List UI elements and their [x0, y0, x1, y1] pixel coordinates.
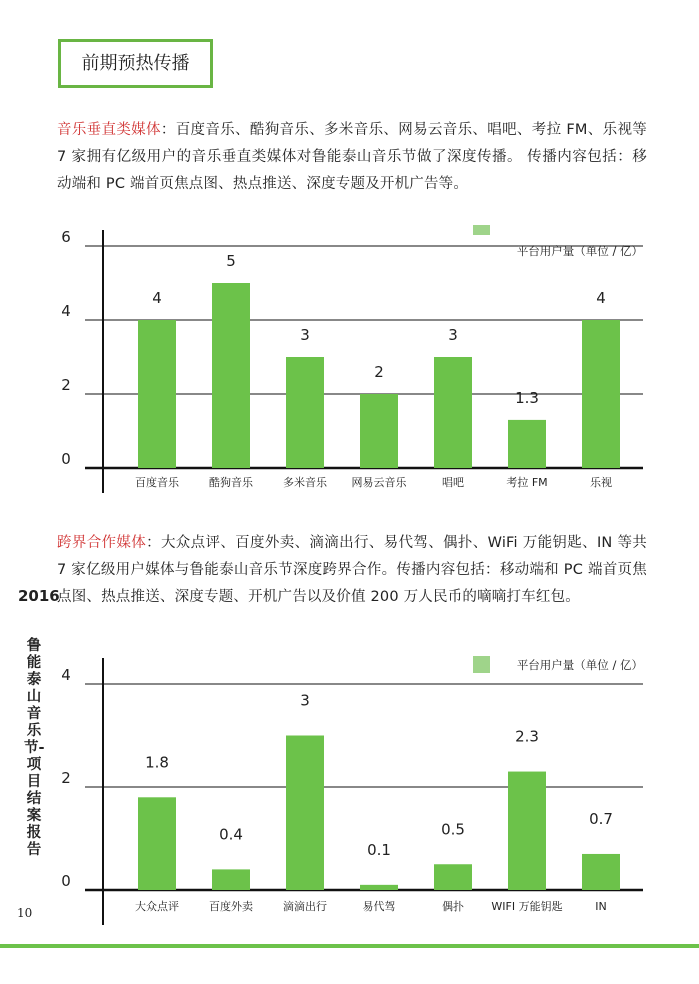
category-label: 偶扑: [442, 900, 464, 913]
bar: [360, 394, 398, 468]
data-label: 0.5: [441, 820, 465, 839]
y-tick-label: 6: [61, 228, 71, 246]
y-tick-label: 0: [61, 872, 71, 890]
bar: [138, 320, 176, 468]
bar: [360, 885, 398, 890]
category-label: 唱吧: [442, 476, 464, 489]
bar: [286, 736, 324, 891]
y-tick-label: 2: [61, 769, 71, 787]
bar: [582, 854, 620, 890]
music-media-paragraph: [57, 117, 647, 198]
category-label: 多米音乐: [283, 476, 327, 489]
crossover-media-heading: 跨界合作媒体: [57, 535, 147, 551]
bar: [508, 420, 546, 468]
crossover-media-text: ：大众点评、百度外卖、滴滴出行、易代驾、偶扑、WiFi 万能钥匙、IN 等共 7 家亿级用户媒体与鲁能泰山音乐节深度跨界合作。传播内容包括：移动端和 PC 端首页焦点图、热点推送、深度专题、开机广告以及价值 200 万人民币的嘀嘀打车红包。: [57, 535, 647, 605]
category-label: 易代驾: [362, 900, 396, 913]
side-year: 2016: [18, 587, 60, 605]
category-label: 滴滴出行: [283, 900, 327, 913]
data-label: 4: [152, 289, 162, 307]
side-report-title: 鲁能泰山音乐节-项目结案报告: [24, 638, 45, 858]
legend-swatch: [473, 656, 490, 673]
category-label: 考拉 FM: [506, 476, 548, 489]
crossover-media-paragraph: [57, 530, 647, 611]
data-label: 0.4: [219, 825, 243, 844]
footer-bar: [0, 944, 699, 948]
data-label: 3: [448, 326, 458, 344]
data-label: 4: [596, 289, 606, 307]
section-title: 前期预热传播: [58, 39, 213, 88]
music-media-heading: 音乐垂直类媒体: [57, 122, 161, 138]
data-label: 0.1: [367, 840, 391, 859]
music-media-chart: [0, 225, 699, 500]
data-label: 2.3: [515, 727, 539, 746]
y-tick-label: 0: [61, 450, 71, 468]
bar: [508, 772, 546, 890]
y-tick-label: 4: [61, 302, 71, 320]
y-tick-label: 2: [61, 376, 71, 394]
y-tick-label: 4: [61, 666, 71, 684]
category-label: 网易云音乐: [351, 476, 407, 489]
category-label: IN: [595, 900, 607, 913]
category-label: 百度外卖: [209, 900, 253, 913]
crossover-media-chart: [0, 650, 699, 930]
legend-swatch: [473, 225, 490, 235]
bar: [434, 357, 472, 468]
category-label: 大众点评: [135, 900, 179, 913]
data-label: 3: [300, 691, 310, 710]
data-label: 2: [374, 363, 384, 381]
music-media-text: ：百度音乐、酷狗音乐、多米音乐、网易云音乐、唱吧、考拉 FM、乐视等 7 家拥有亿级用户的音乐垂直类媒体对鲁能泰山音乐节做了深度传播。 传播内容包括：移动端和 PC 端首页焦点图、热点推送、深度专题及开机广告等。: [57, 122, 647, 192]
bar: [434, 864, 472, 890]
data-label: 0.7: [589, 809, 613, 828]
category-label: 酷狗音乐: [209, 476, 253, 489]
legend-label: 平台用户量（单位 / 亿）: [516, 658, 643, 672]
bar: [582, 320, 620, 468]
bar: [212, 283, 250, 468]
page-number: 10: [17, 906, 33, 920]
data-label: 5: [226, 252, 236, 270]
data-label: 3: [300, 326, 310, 344]
bar: [212, 869, 250, 890]
bar: [138, 797, 176, 890]
category-label: 百度音乐: [135, 476, 179, 489]
legend-label: 平台用户量（单位 / 亿）: [516, 244, 643, 258]
data-label: 1.3: [515, 388, 539, 407]
data-label: 1.8: [145, 753, 169, 772]
category-label: WIFI 万能钥匙: [491, 900, 563, 913]
category-label: 乐视: [590, 476, 612, 489]
bar: [286, 357, 324, 468]
